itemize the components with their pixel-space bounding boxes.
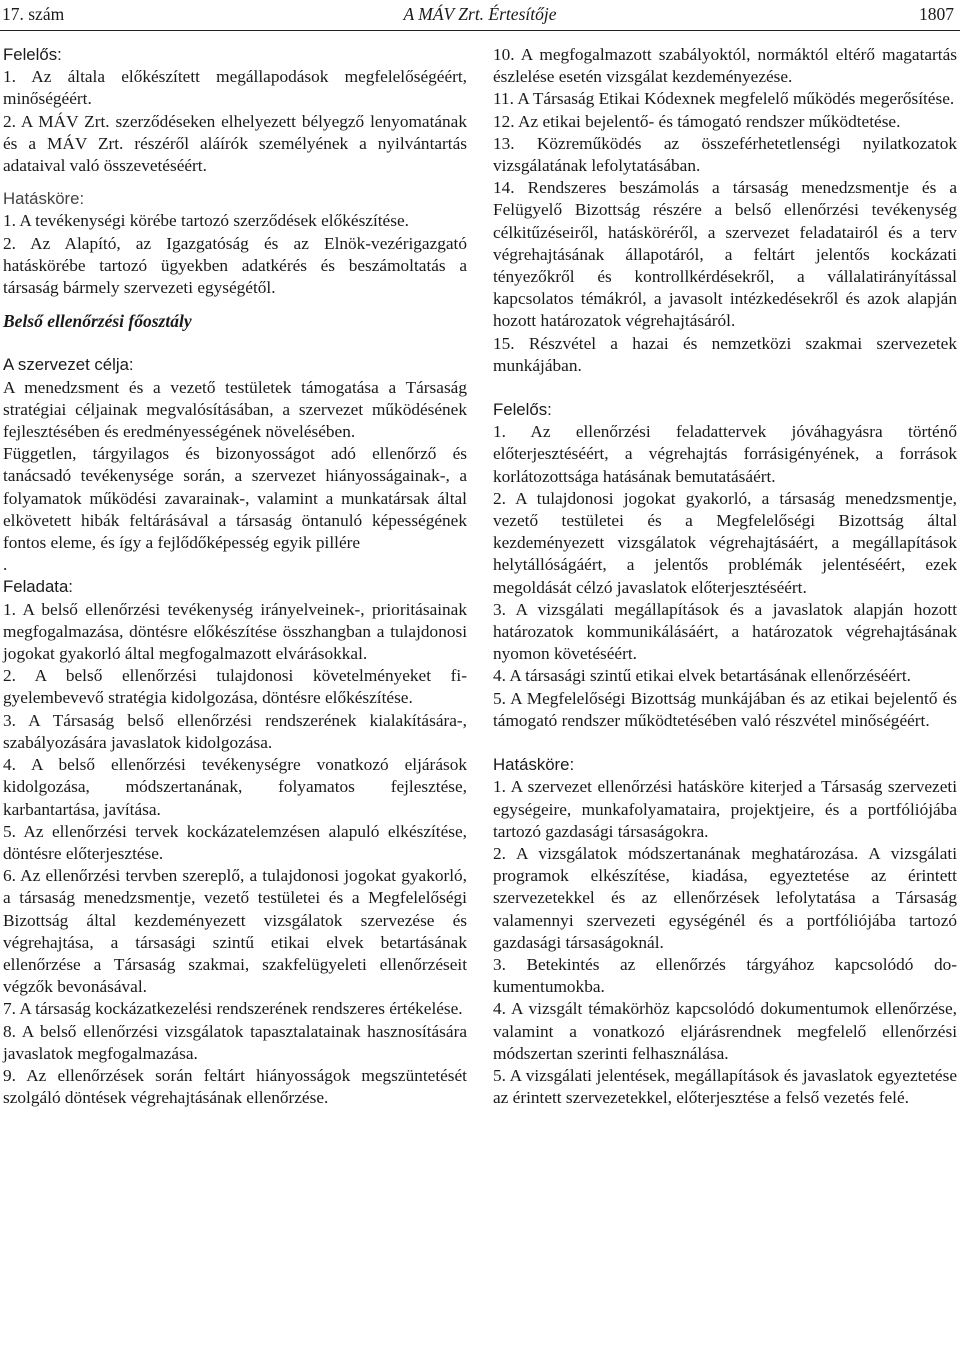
list-item: 2. A MÁV Zrt. szerződéseken elhelyezett bélyegző lenyomatának és a MÁV Zrt. részéről aláírók személyének a nyilvántartás adataival való összevetéséért. — [3, 111, 467, 176]
paragraph: A menedzsment és a vezető testületek támogatása a Társaság stratégiai céljainak megvalósításában, a szervezet működésének fejlesztésében és eredményességének növelésében. — [3, 377, 467, 442]
list-item: 1. Az ellenőrzési feladattervek jóváhagyásra történő előterjesztéséért, a végrehajtás forrásigényének, a források korlátozottsága hatásának bemutatásáért. — [493, 422, 957, 486]
list-item: 4. A vizsgált témakörhöz kapcsolódó dokumentumok ellenőrzése, valamint a vonatkozó eljárásrendnek megfelelő ellenőrzési módszertan szerinti felhasználása. — [493, 999, 957, 1063]
cel-heading: A szervezet célja: — [3, 355, 134, 375]
section-title: Belső ellenőrzési főosztály — [3, 311, 192, 332]
list-item: 3. A vizsgálati megállapítások és a javaslatok alapján hozott határozatok kommunikálásáért, a határozatok végrehajtásának nyomon követéséért. — [493, 599, 957, 664]
hataskore-heading: Hatásköre: — [3, 189, 85, 209]
feladata-heading: Feladata: — [3, 577, 73, 597]
felelos-heading: Felelős: — [3, 45, 62, 64]
list-item: 2. Az Alapító, az Igazgatóság és az Elnök-vezérigazgató hatáskörébe tartozó ügyekben adatkérés és beszámoltatás a társaság bármely szervezeti egységétől. — [3, 233, 467, 298]
right-column — [493, 44, 957, 1109]
felelos-heading: Felelős: — [493, 400, 552, 420]
list-item: 5. A vizsgálati jelentések, megállapítások és javaslatok egyeztetése az érintett szervezetekkel, előterjesztése a felső vezetés felé. — [493, 1065, 957, 1108]
list-item: 1. A szervezet ellenőrzési hatásköre kiterjed a Társaság szervezeti egységeire, munkafolyamataira, projektjeire, és a portfóliójába tartozó gazdasági társaságokra. — [493, 777, 957, 841]
list-item: 9. Az ellenőrzések során feltárt hiányosságok megszüntetését szolgáló döntések végrehajtásának ellenőrzése. — [3, 1065, 467, 1108]
list-item: 5. Az ellenőrzési tervek kockázatelemzésen alapuló elkészítése, döntésre előterjesztése. — [3, 821, 467, 863]
list-item: 3. Betekintés az ellenőrzés tárgyához kapcsolódó dokumentumokba. — [493, 954, 957, 997]
list-item: 2. A belső ellenőrzési tulajdonosi követelményeket figyelembevevő stratégia kidolgozása, döntésre előkészítése. — [3, 666, 467, 708]
list-item: 4. A belső ellenőrzési tevékenységre vonatkozó eljárások kidolgozása, módszertanának, folyamatos fejlesztése, karbantartása, javítása. — [3, 755, 467, 819]
list-item: 1. Az általa előkészített megállapodások megfelelőségéért, minőségéért. — [3, 67, 467, 109]
list-item: 6. Az ellenőrzési tervben szereplő, a tulajdonosi jogokat gyakorló, a társaság menedzsmentje, vezető testületei és a Megfelelőségi Bizottság által kezdeményezett vizsgálatok szervezése és végrehajtása, a társasági szintű etikai elvek betartásának ellenőrzése a Társaság szakmai, szakfelügyeleti ellenőrzéseit végzők bevonásával. — [3, 866, 467, 997]
list-item: 12. Az etikai bejelentő- és támogató rendszer működtetése. — [493, 111, 901, 131]
list-item: 1. A belső ellenőrzési tevékenység irányelveinek-, prioritásainak megfogalmazása, döntésre előkészítése összhangban a tulajdonosi jogokat gyakorló által megfogalmazott elvárásokkal. — [3, 599, 467, 664]
list-item: 3. A Társaság belső ellenőrzési rendszerének kialakítására-, szabályozására javaslatok kidolgozása. — [3, 710, 467, 752]
list-item: 11. A Társaság Etikai Kódexnek megfelelő működés megerősítése. — [493, 89, 955, 109]
list-item: 2. A vizsgálatok módszertanának meghatározása. A vizsgálati programok elkészítése, kiadása, egyeztetése az érintett szervezetekkel és az ellenőrzések lefolytatása a Társaság valamennyi szervezeti egységénél és a portfóliójába tartozó gazdasági társaságoknál. — [493, 843, 957, 952]
list-item: 10. A megfogalmazott szabályoktól, normáktól eltérő magatartás észlelése esetén vizsgálat kezdeményezése. — [493, 45, 957, 87]
page-header — [0, 0, 960, 31]
list-item: 14. Rendszeres beszámolás a társaság menedzsmentje és a Felügyelő Bizottság részére a belső ellenőrzési tevékenység célkitűzéseiről, hatásköréről, a szervezet feladatairól és a terv végrehajtásának állapotáról, a feltárt jelentős kockázati tényezőkről és kontrollkérdésekről, a vállalatirányítással kapcsolatos témákról, a javasolt intézkedésekről és azok alapján hozott határozatok végrehajtásáról. — [493, 178, 957, 331]
list-item: 8. A belső ellenőrzési vizsgálatok tapasztalatainak hasznosítására javaslatok megfogalmazása. — [3, 1021, 467, 1063]
list-item: 15. Részvétel a hazai és nemzetközi szakmai szervezetek munkájában. — [493, 333, 957, 375]
paragraph: . — [3, 555, 8, 575]
hataskore-heading: Hatásköre: — [493, 755, 575, 775]
list-item: 2. A tulajdonosi jogokat gyakorló, a társaság menedzsmentje, vezető testületei és a Megfelelőségi Bizottság által kezdeményezett vizsgálatok végrehajtásáért, a megállapítások helytállóságáért, a jelentős problémák jelentéséért, ezek megoldását célzó javaslatok előterjesztéséért. — [493, 488, 957, 597]
page-number: 1807 — [919, 4, 954, 24]
paragraph: Független, tárgyilagos és bizonyosságot adó ellenőrző és tanácsadó tevékenysége során, a szervezet hiányosságainak-, a folyamatok működési zavarainak-, valamint a munkatársak által elkövetett hibák feltárásával a társaság öntanuló képességének fontos eleme, és így a fejlődőképesség egyik pillére — [3, 444, 467, 553]
list-item: 4. A társasági szintű etikai elvek betartásának ellenőrzéséért. — [493, 666, 911, 686]
list-item: 5. A Megfelelőségi Bizottság munkájában és az etikai bejelentő és támogató rendszer működtetésében való részvétel minőségéért. — [493, 688, 957, 730]
issue-number: 17. szám — [2, 4, 65, 24]
list-item: 7. A társaság kockázatkezelési rendszerének rendszeres értékelése. — [3, 999, 463, 1019]
journal-title: A MÁV Zrt. Értesítője — [403, 4, 557, 24]
list-item: 1. A tevékenységi körébe tartozó szerződések előkészítése. — [3, 211, 409, 231]
left-column — [3, 44, 467, 1109]
list-item: 13. Közreműködés az összeférhetetlenségi nyilatkozatok vizsgálatának lefolytatásában. — [493, 133, 957, 176]
